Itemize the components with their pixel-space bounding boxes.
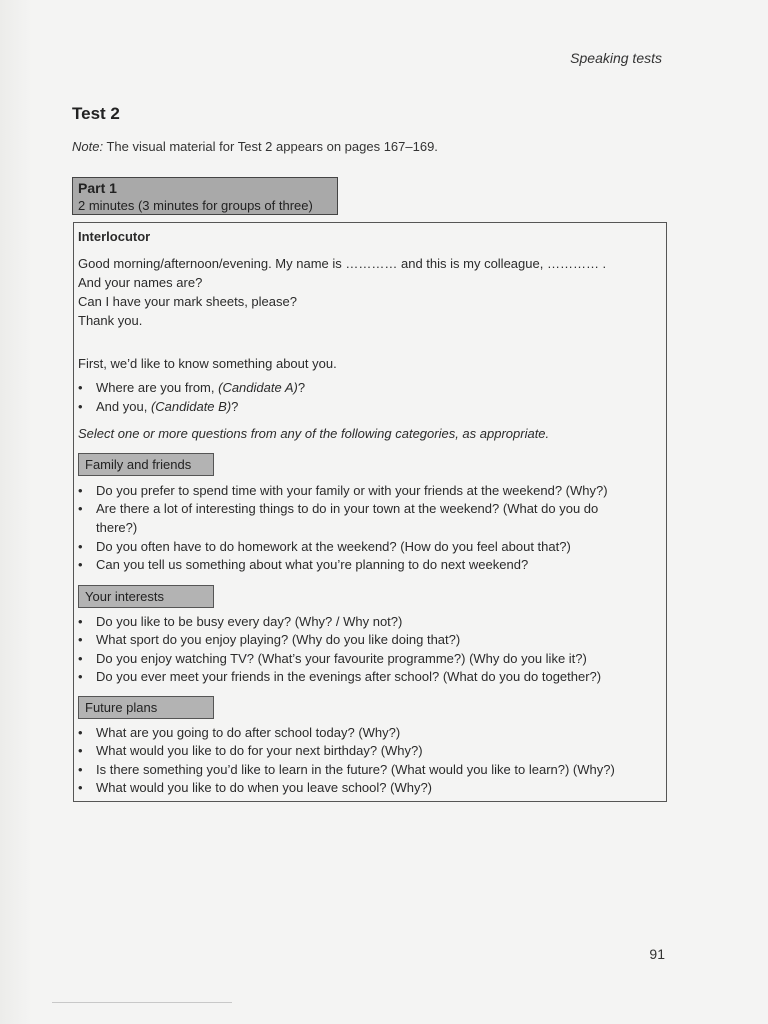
- category-heading-future: Future plans: [78, 696, 214, 719]
- list-item: • Is there something you’d like to learn in the future? (What would you like to learn?) (Why?): [78, 762, 615, 777]
- category-heading-interests: Your interests: [78, 585, 214, 608]
- part-duration: 2 minutes (3 minutes for groups of three): [78, 198, 313, 213]
- question-text: Do you prefer to spend time with your family or with your friends at the weekend? (Why?): [96, 483, 608, 498]
- interlocutor-box: [73, 222, 667, 802]
- page-number: 91: [649, 946, 665, 962]
- list-item: • Do you often have to do homework at the weekend? (How do you feel about that?): [78, 539, 571, 554]
- role-heading: Interlocutor: [78, 229, 151, 244]
- intro-line: Can I have your mark sheets, please?: [78, 294, 297, 309]
- question-text: And you,: [96, 399, 151, 414]
- question-text: Where are you from,: [96, 380, 219, 395]
- list-item: • What would you like to do for your next birthday? (Why?): [78, 743, 423, 758]
- question-text: Can you tell us something about what you’re planning to do next weekend?: [96, 557, 529, 572]
- list-item: • Do you prefer to spend time with your family or with your friends at the weekend? (Why?): [78, 483, 608, 498]
- question-text: Do you like to be busy every day? (Why? / Why not?): [96, 614, 403, 629]
- note-label: Note:: [72, 139, 104, 154]
- running-head: Speaking tests: [570, 50, 662, 66]
- question-text: What would you like to do for your next birthday? (Why?): [96, 743, 423, 758]
- question-text: What are you going to do after school today? (Why?): [96, 725, 401, 740]
- list-item: • Where are you from, (Candidate A)?: [78, 380, 306, 395]
- list-item: • Do you ever meet your friends in the evenings after school? (What do you do together?): [78, 669, 602, 684]
- question-continuation: there?): [96, 520, 138, 535]
- intro-line: And your names are?: [78, 275, 203, 290]
- first-line: First, we’d like to know something about you.: [78, 356, 337, 371]
- note: [72, 139, 438, 154]
- question-text: Do you often have to do homework at the weekend? (How do you feel about that?): [96, 539, 571, 554]
- part-header: [72, 177, 338, 215]
- test-title: Test 2: [72, 104, 120, 123]
- question-text: Do you enjoy watching TV? (What’s your favourite programme?) (Why do you like it?): [96, 651, 587, 666]
- intro-line: Good morning/afternoon/evening. My name is ………… and this is my colleague, ………… .: [78, 256, 607, 271]
- list-item: • Do you enjoy watching TV? (What’s your favourite programme?) (Why do you like it?): [78, 651, 587, 666]
- footer-rule: [52, 1002, 232, 1003]
- note-text: The visual material for Test 2 appears on pages 167–169.: [103, 139, 438, 154]
- candidate-label: (Candidate B): [150, 399, 232, 414]
- list-item: • And you, (Candidate B)?: [78, 399, 239, 414]
- list-item: • Can you tell us something about what you’re planning to do next weekend?: [78, 557, 529, 572]
- list-item: • Do you like to be busy every day? (Why? / Why not?): [78, 614, 403, 629]
- category-heading-family: Family and friends: [78, 453, 214, 476]
- list-item: • What are you going to do after school today? (Why?): [78, 725, 401, 740]
- list-item: • What would you like to do when you leave school? (Why?): [78, 780, 433, 795]
- question-text: What would you like to do when you leave school? (Why?): [96, 780, 433, 795]
- question-text: Do you ever meet your friends in the evenings after school? (What do you do together?): [96, 669, 602, 684]
- intro-line: Thank you.: [78, 313, 143, 328]
- list-item: • What sport do you enjoy playing? (Why do you like doing that?): [78, 632, 461, 647]
- part-title: Part 1: [78, 180, 117, 196]
- question-text: Are there a lot of interesting things to do in your town at the weekend? (What do you do: [96, 501, 599, 516]
- instruction: Select one or more questions from any of the following categories, as appropriate.: [78, 426, 550, 441]
- question-text: Is there something you’d like to learn in the future? (What would you like to learn?) (Why?): [96, 762, 615, 777]
- page-edge: [0, 0, 32, 1024]
- question-end: ?: [297, 380, 306, 395]
- question-end: ?: [231, 399, 239, 414]
- list-item: • Are there a lot of interesting things to do in your town at the weekend? (What do you do: [78, 501, 599, 516]
- question-text: What sport do you enjoy playing? (Why do you like doing that?): [96, 632, 461, 647]
- candidate-label: (Candidate A): [218, 380, 298, 395]
